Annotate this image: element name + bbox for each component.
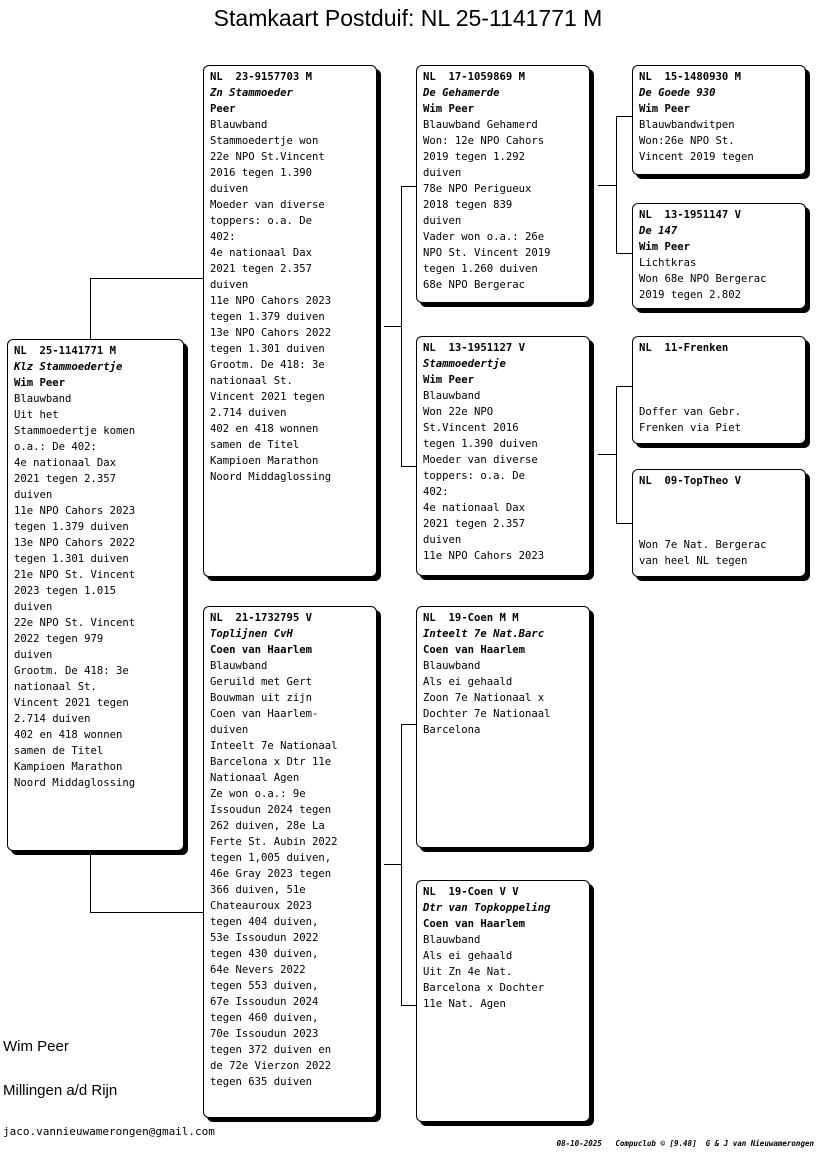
ring-number: NL 23-9157703 M [210, 71, 313, 83]
card-line: 11e NPO Cahors 2023 [423, 550, 545, 562]
card-line: Coen van Haarlem- [210, 708, 319, 720]
connector-line [616, 523, 633, 524]
card-line: 70e Issoudun 2023 [210, 1028, 319, 1040]
footer-credits [557, 1139, 814, 1149]
footer-email: jaco.vannieuwamerongen@gmail.com [3, 1125, 215, 1138]
card-line: 68e NPO Bergerac [423, 279, 526, 291]
card-line: 13e NPO Cahors 2022 [210, 327, 332, 339]
card-line: Bouwman uit zijn [210, 692, 313, 704]
card-line: 22e NPO St.Vincent [210, 151, 325, 163]
card-line: Blauwband Gehamerd [423, 119, 538, 131]
pigeon-card-dam-dam [416, 880, 590, 1122]
card-line: Uit Zn 4e Nat. [423, 966, 513, 978]
pigeon-owner: Wim Peer [639, 241, 691, 253]
connector-line [401, 724, 417, 725]
connector-line [616, 386, 633, 387]
card-line: samen de Titel [210, 439, 300, 451]
card-line: tegen 404 duiven, [210, 916, 319, 928]
card-line: Won:26e NPO St. [639, 135, 735, 147]
card-line: Grootm. De 418: 3e [14, 665, 129, 677]
card-line: 64e Nevers 2022 [210, 964, 306, 976]
card-line: duiven [423, 215, 462, 227]
ring-number: NL 19-Coen V V [423, 886, 519, 898]
card-lines [210, 658, 372, 1090]
ring-number: NL 13-1951127 V [423, 342, 526, 354]
ring-number: NL 25-1141771 M [14, 345, 117, 357]
card-line: Kampioen Marathon [210, 455, 319, 467]
pigeon-name: De Gehamerde [423, 87, 500, 99]
ring-number: NL 19-Coen M M [423, 612, 519, 624]
card-line: duiven [14, 601, 53, 613]
card-line: 22e NPO St. Vincent [14, 617, 136, 629]
card-line: 46e Gray 2023 tegen [210, 868, 332, 880]
connector-line [90, 850, 91, 912]
card-line: Blauwband [210, 660, 268, 672]
pigeon-owner: Wim Peer [423, 103, 475, 115]
card-lines [210, 117, 372, 485]
card-line: Blauwband [423, 390, 481, 402]
connector-line [90, 278, 204, 279]
pigeon-name: Klz Stammoedertje [14, 361, 123, 373]
pigeon-owner: Peer [210, 103, 236, 115]
print-date: 08-10-2025 [556, 1139, 602, 1148]
card-line: 2021 tegen 2.357 [423, 518, 526, 530]
page-title: Stamkaart Postduif: NL 25-1141771 M [213, 5, 603, 31]
connector-line [384, 326, 402, 327]
card-line: nationaal St. [14, 681, 97, 693]
card-line: tegen 372 duiven en [210, 1044, 332, 1056]
card-line: 11e NPO Cahors 2023 [14, 505, 136, 517]
card-line: Blauwbandwitpen [639, 119, 735, 131]
card-line: de 72e Vierzon 2022 [210, 1060, 332, 1072]
card-line: Vincent 2019 tegen [639, 151, 754, 163]
card-line: duiven [210, 724, 249, 736]
card-line: Vincent 2021 tegen [14, 697, 129, 709]
card-line: 13e NPO Cahors 2022 [14, 537, 136, 549]
card-line: Stammoedertje won [210, 135, 319, 147]
connector-line [598, 454, 616, 455]
card-line: 2.714 duiven [210, 407, 287, 419]
card-line: NPO St. Vincent 2019 [423, 247, 551, 259]
card-line: 402 en 418 wonnen [14, 729, 123, 741]
card-line: Noord Middaglossing [210, 471, 332, 483]
card-line: 78e NPO Perigueux [423, 183, 532, 195]
card-line: Barcelona x Dochter [423, 982, 545, 994]
card-line: nationaal St. [210, 375, 293, 387]
card-line: Blauwband [423, 660, 481, 672]
pigeon-owner: Coen van Haarlem [423, 918, 526, 930]
card-line: Nationaal Agen [210, 772, 300, 784]
card-line: 21e NPO St. Vincent [14, 569, 136, 581]
card-line: tegen 1,005 duiven, [210, 852, 332, 864]
card-line: tegen 1.390 duiven [423, 438, 538, 450]
card-lines [423, 658, 585, 738]
pigeon-name: Toplijnen CvH [210, 628, 293, 640]
card-line: tegen 1.301 duiven [14, 553, 129, 565]
pigeon-name: Zn Stammoeder [210, 87, 293, 99]
card-line: tegen 1.301 duiven [210, 343, 325, 355]
card-line: Vincent 2021 tegen [210, 391, 325, 403]
card-line: Grootm. De 418: 3e [210, 359, 325, 371]
card-line: duiven [14, 649, 53, 661]
pigeon-card-main [7, 339, 184, 851]
card-line: Barcelona x Dtr 11e [210, 756, 332, 768]
connector-line [616, 116, 633, 117]
card-line: 366 duiven, 51e [210, 884, 306, 896]
card-line: Als ei gehaald [423, 950, 513, 962]
card-line: Chateauroux 2023 [210, 900, 313, 912]
pigeon-description: Won 7e Nat. Bergerac van heel NL tegen [639, 539, 767, 567]
connector-line [401, 466, 417, 467]
connector-line [616, 386, 617, 524]
card-line: Geruild met Gert [210, 676, 313, 688]
card-line: tegen 553 duiven, [210, 980, 319, 992]
pigeon-name: De Goede 930 [639, 87, 716, 99]
pigeon-card-dam-sire [416, 606, 590, 848]
pigeon-card-sire [203, 65, 377, 577]
card-line: Moeder van diverse [423, 454, 538, 466]
card-line: 2021 tegen 2.357 [210, 263, 313, 275]
connector-line [401, 186, 402, 467]
card-line: 4e nationaal Dax [423, 502, 526, 514]
card-line: 262 duiven, 28e La [210, 820, 325, 832]
pigeon-name: Inteelt 7e Nat.Barc [423, 628, 545, 640]
card-line: Ferte St. Aubin 2022 [210, 836, 338, 848]
software-version: Compuclub © [9.48] [615, 1139, 697, 1148]
card-line: Won: 12e NPO Cahors [423, 135, 545, 147]
card-line: Stammoedertje komen [14, 425, 136, 437]
card-line: Moeder van diverse [210, 199, 325, 211]
card-line: 2019 tegen 1.292 [423, 151, 526, 163]
pigeon-card-sire-dam-dam [632, 469, 806, 577]
card-line: o.a.: De 402: [14, 441, 97, 453]
pigeon-owner: Coen van Haarlem [423, 644, 526, 656]
card-line: 2018 tegen 839 [423, 199, 513, 211]
card-line: Barcelona [423, 724, 481, 736]
card-line: 402: [210, 231, 236, 243]
card-line: Inteelt 7e Nationaal [210, 740, 338, 752]
card-line: duiven [423, 534, 462, 546]
pigeon-card-sire-dam-sire [632, 336, 806, 444]
software-credit: G & J van Nieuwamerongen [705, 1139, 814, 1148]
pigeon-name: Dtr van Topkoppeling [423, 902, 551, 914]
card-line: 402 en 418 wonnen [210, 423, 319, 435]
card-lines [423, 117, 585, 293]
card-line: toppers: o.a. De [423, 470, 526, 482]
card-line: Noord Middaglossing [14, 777, 136, 789]
connector-line [598, 185, 616, 186]
card-line: 2016 tegen 1.390 [210, 167, 313, 179]
connector-line [616, 116, 617, 254]
card-line: Als ei gehaald [423, 676, 513, 688]
card-line: 402: [423, 486, 449, 498]
card-line: duiven [210, 279, 249, 291]
card-line: 2019 tegen 2.802 [639, 289, 742, 301]
pigeon-card-sire-sire-dam [632, 203, 806, 309]
ring-number: NL 21-1732795 V [210, 612, 313, 624]
pigeon-card-sire-sire-sire [632, 65, 806, 175]
pigeon-card-sire-sire [416, 65, 590, 303]
card-line: Uit het [14, 409, 59, 421]
card-line: 4e nationaal Dax [14, 457, 117, 469]
pigeon-description: Doffer van Gebr. Frenken via Piet [639, 406, 742, 434]
card-line: duiven [14, 489, 53, 501]
pigeon-card-dam [203, 606, 377, 1118]
ring-number: NL 09-TopTheo V [639, 475, 742, 487]
card-line: 2022 tegen 979 [14, 633, 104, 645]
card-line: Kampioen Marathon [14, 761, 123, 773]
card-lines [423, 388, 585, 564]
connector-line [384, 864, 402, 865]
pigeon-owner: Wim Peer [639, 103, 691, 115]
card-line: 2021 tegen 2.357 [14, 473, 117, 485]
card-line: 2023 tegen 1.015 [14, 585, 117, 597]
card-line: toppers: o.a. De [210, 215, 313, 227]
card-line: tegen 1.260 duiven [423, 263, 538, 275]
card-line: tegen 430 duiven, [210, 948, 319, 960]
card-lines [639, 117, 801, 165]
connector-line [616, 253, 633, 254]
card-line: Dochter 7e Nationaal [423, 708, 551, 720]
card-line: Lichtkras [639, 257, 697, 269]
card-line: 53e Issoudun 2022 [210, 932, 319, 944]
connector-line [401, 724, 402, 1006]
pigeon-owner: Coen van Haarlem [210, 644, 313, 656]
card-lines [14, 391, 179, 791]
card-lines [639, 255, 801, 303]
connector-line [401, 1005, 417, 1006]
card-line: 67e Issoudun 2024 [210, 996, 319, 1008]
pigeon-card-sire-dam [416, 336, 590, 576]
card-line: Won 68e NPO Bergerac [639, 273, 767, 285]
ring-number: NL 17-1059869 M [423, 71, 526, 83]
card-line: Ze won o.a.: 9e [210, 788, 306, 800]
footer-owner-name: Wim Peer [3, 1038, 69, 1055]
connector-line [401, 186, 417, 187]
card-line: samen de Titel [14, 745, 104, 757]
card-line: tegen 1.379 duiven [14, 521, 129, 533]
connector-line [90, 912, 204, 913]
card-lines [423, 932, 585, 1012]
pigeon-owner: Wim Peer [423, 374, 475, 386]
card-line: Blauwband [14, 393, 72, 405]
card-line: Blauwband [210, 119, 268, 131]
card-line: Issoudun 2024 tegen [210, 804, 332, 816]
pigeon-name: De 147 [639, 225, 678, 237]
card-line: Zoon 7e Nationaal x [423, 692, 545, 704]
pigeon-name: Stammoedertje [423, 358, 506, 370]
card-line: tegen 635 duiven [210, 1076, 313, 1088]
connector-line [90, 278, 91, 340]
card-line: Blauwband [423, 934, 481, 946]
card-line: St.Vincent 2016 [423, 422, 519, 434]
ring-number: NL 15-1480930 M [639, 71, 742, 83]
card-line: 2.714 duiven [14, 713, 91, 725]
card-line: duiven [423, 167, 462, 179]
footer-owner-place: Millingen a/d Rijn [3, 1082, 118, 1099]
card-line: 11e NPO Cahors 2023 [210, 295, 332, 307]
card-line: 11e Nat. Agen [423, 998, 506, 1010]
card-line: tegen 1.379 duiven [210, 311, 325, 323]
ring-number: NL 13-1951147 V [639, 209, 742, 221]
card-line: duiven [210, 183, 249, 195]
ring-number: NL 11-Frenken [639, 342, 729, 354]
card-line: tegen 460 duiven, [210, 1012, 319, 1024]
pigeon-owner: Wim Peer [14, 377, 66, 389]
card-line: 4e nationaal Dax [210, 247, 313, 259]
card-line: Won 22e NPO [423, 406, 494, 418]
card-line: Vader won o.a.: 26e [423, 231, 545, 243]
